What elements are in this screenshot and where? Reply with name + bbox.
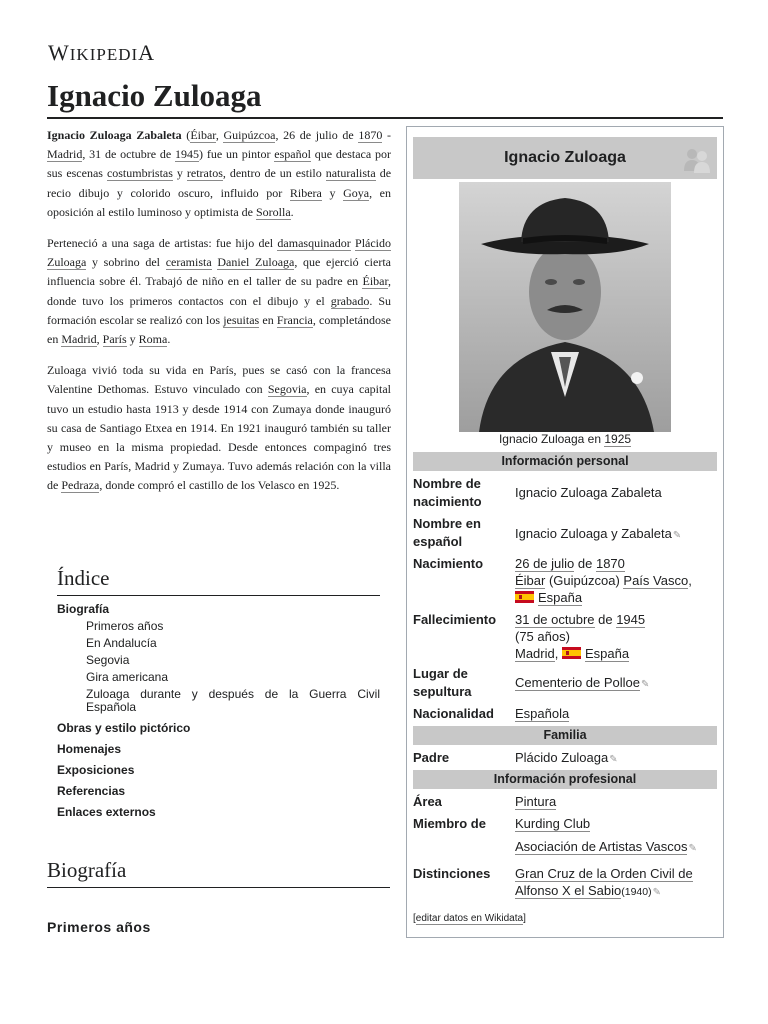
award-year: (1940) <box>621 886 652 898</box>
text: ) fue un pintor <box>199 147 275 162</box>
member-line-1 <box>515 815 717 832</box>
link-daniel-zuloaga[interactable]: Daniel Zuloaga <box>217 255 295 270</box>
text: ( <box>181 128 191 142</box>
link-sorolla[interactable]: Sorolla <box>256 204 291 219</box>
link-1945[interactable]: 1945 <box>175 147 200 162</box>
text: y <box>321 185 344 200</box>
caption-text: Ignacio Zuloaga en <box>498 432 605 446</box>
people-icon <box>683 145 711 173</box>
text: , <box>554 646 559 661</box>
link-asociacion-artistas[interactable]: Asociación de Artistas Vascos <box>515 839 688 854</box>
link-madrid-box[interactable]: Madrid <box>515 646 555 661</box>
link-wikidata[interactable]: editar datos en Wikidata <box>415 913 524 924</box>
link-ribera[interactable]: Ribera <box>289 185 322 200</box>
link-segovia[interactable]: Segovia <box>267 382 307 397</box>
wordmark-middle: IKIPEDI <box>69 45 139 64</box>
link-espanola[interactable]: Española <box>515 706 570 721</box>
text: , donde tuvo los primeros contactos con el dibujo y el <box>47 274 391 308</box>
text: [ <box>413 913 416 924</box>
pencil-icon[interactable]: ✎ <box>688 843 697 854</box>
link-madrid-2[interactable]: Madrid <box>61 332 97 347</box>
text: y sobrino del <box>86 255 166 270</box>
portrait-photo[interactable] <box>459 182 671 432</box>
page-title: Ignacio Zuloaga <box>47 78 262 113</box>
death-place-line <box>515 645 717 662</box>
subsection-heading: Primeros años <box>47 919 151 935</box>
text: , 26 de julio de <box>275 128 359 142</box>
value <box>515 705 717 722</box>
table-of-contents <box>57 566 380 819</box>
value-text: Plácido Zuloaga <box>515 750 609 765</box>
label: Miembro de <box>413 816 486 831</box>
title-divider <box>47 117 723 119</box>
value: Ignacio Zuloaga Zabaleta <box>515 485 662 500</box>
link-pedraza[interactable]: Pedraza <box>61 478 100 493</box>
link-espana-2[interactable]: España <box>585 646 630 661</box>
death-date-line <box>515 611 717 628</box>
link-ceramista[interactable]: ceramista <box>165 255 212 270</box>
toc-item-exposiciones[interactable]: Exposiciones <box>57 763 135 777</box>
birth-country-line <box>515 589 717 606</box>
text: - <box>382 128 392 142</box>
link-guipuzcoa[interactable]: Guipúzcoa <box>223 128 276 142</box>
label: Nacimiento <box>413 556 484 571</box>
text: , completándose en <box>47 312 391 347</box>
link-eibar[interactable]: Éibar <box>190 128 216 142</box>
section-biografia <box>47 858 390 888</box>
wikidata-edit-link <box>413 913 526 924</box>
spain-flag-icon <box>515 591 534 603</box>
photo-caption <box>407 432 723 446</box>
value <box>515 525 717 544</box>
link-gran-cruz[interactable]: Gran Cruz de la Orden Civil de Alfonso X el Sabio <box>515 866 693 898</box>
pencil-icon[interactable]: ✎ <box>672 530 682 541</box>
value <box>515 611 717 662</box>
label: Padre <box>413 750 450 765</box>
lead-paragraph-3 <box>47 361 391 495</box>
link-eibar-box[interactable]: Éibar <box>515 573 546 588</box>
link-1870[interactable]: 1870 <box>358 128 383 142</box>
band-personal: Información personal <box>413 452 717 471</box>
link-paris[interactable]: París <box>102 332 127 347</box>
pencil-icon[interactable]: ✎ <box>641 679 650 690</box>
toc-item-gira-americana[interactable]: Gira americana <box>86 670 169 684</box>
value <box>515 815 717 857</box>
text: , que ejerció cierta influencia sobre él. Trabajó de niño en el taller de su padre en <box>47 255 391 289</box>
subject-name: Ignacio Zuloaga Zabaleta <box>47 128 182 142</box>
text: , en oposición al estilo luminoso y optimista de <box>47 185 392 219</box>
text: , 31 de octubre de <box>82 147 176 162</box>
link-kurding-club[interactable]: Kurding Club <box>515 816 591 831</box>
text: de <box>594 612 617 627</box>
text: en <box>259 312 277 327</box>
band-professional: Información profesional <box>413 770 717 789</box>
wordmark-initial: W <box>48 40 70 65</box>
toc-item-primeros-anos[interactable]: Primeros años <box>86 619 164 633</box>
link-naturalista[interactable]: naturalista <box>325 166 376 181</box>
label: Distinciones <box>413 866 491 881</box>
link-26-julio[interactable]: 26 de julio <box>515 556 575 571</box>
label: Lugar de sepultura <box>413 666 472 699</box>
link-cementerio-polloe[interactable]: Cementerio de Polloe <box>515 675 641 690</box>
toc-item-en-andalucia[interactable]: En Andalucía <box>86 636 157 650</box>
value <box>515 555 717 606</box>
toc-item-enlaces[interactable]: Enlaces externos <box>57 805 156 819</box>
death-age: (75 años) <box>515 629 570 644</box>
value-text: Ignacio Zuloaga y Zabaleta <box>515 526 672 541</box>
link-espana[interactable]: España <box>538 590 583 605</box>
lead-paragraph-2 <box>47 234 391 349</box>
link-1870-box[interactable]: 1870 <box>595 556 625 571</box>
link-placido-zuloaga[interactable]: Plácido Zuloaga <box>47 236 392 270</box>
text: ] <box>523 913 526 924</box>
toc-item-obras[interactable]: Obras y estilo pictórico <box>57 721 191 735</box>
text: , donde compró el castillo de los Velasco en 1925. <box>99 478 340 493</box>
link-1925[interactable]: 1925 <box>604 432 632 446</box>
text: , <box>215 128 224 142</box>
link-madrid[interactable]: Madrid <box>47 147 83 162</box>
toc-title: Índice <box>57 566 380 596</box>
toc-item-biografia[interactable] <box>57 602 380 714</box>
text: Perteneció a una saga de artistas: fue hijo del <box>47 236 278 251</box>
link-goya[interactable]: Goya <box>343 185 370 200</box>
pencil-icon[interactable]: ✎ <box>652 887 661 898</box>
birth-place-line <box>515 572 717 589</box>
text: que destaca por sus escenas <box>47 147 391 181</box>
link-pintura[interactable]: Pintura <box>515 794 557 809</box>
text: (Guipúzcoa) <box>545 573 624 588</box>
member-line-2 <box>515 838 717 857</box>
link-eibar-2[interactable]: Éibar <box>362 274 388 289</box>
link-costumbristas[interactable]: costumbristas <box>106 166 173 181</box>
text: de recio dibujo y colorido oscuro, influido por <box>47 166 392 200</box>
text: Zuloaga vivió toda su vida en París, pues se casó con la francesa Valentine Dethomas. Estuvo vinculado con <box>47 363 391 397</box>
text: . <box>290 204 294 219</box>
toc-item-referencias[interactable]: Referencias <box>57 784 126 798</box>
toc-item-homenajes[interactable]: Homenajes <box>57 742 122 756</box>
text: , <box>688 573 692 588</box>
value <box>515 674 717 693</box>
value <box>515 793 717 810</box>
value <box>515 749 717 768</box>
lead-paragraph-1 <box>47 126 391 222</box>
label: Nombre en español <box>413 516 481 549</box>
text: . Su formación escolar se realizó con los <box>47 293 391 327</box>
link-retratos[interactable]: retratos <box>186 166 223 181</box>
text: , <box>96 332 103 347</box>
infobox-title-text: Ignacio Zuloaga <box>504 149 626 166</box>
text: , en cuya capital tuvo un estudio hasta 1913 y desde 1914 con Zumaya donde inauguró su casa de Santiago Etxea en 1914. En 1921 inauguró también su taller y museo en la misma propiedad. Desde entonces compaginó tres estudios en París, Madrid y Zumaya. Tuvo además relación con la villa de <box>47 382 392 493</box>
birth-date-line <box>515 555 717 572</box>
link-grabado[interactable]: grabado <box>330 293 370 308</box>
link-31-octubre[interactable]: 31 de octubre <box>515 612 595 627</box>
infobox <box>406 126 724 938</box>
text: , dentro de un estilo <box>222 166 326 181</box>
text: . <box>167 332 171 347</box>
spain-flag-icon <box>562 647 581 659</box>
value <box>515 865 717 901</box>
pencil-icon[interactable]: ✎ <box>609 754 618 765</box>
link-francia[interactable]: Francia <box>276 312 313 327</box>
toc-item-segovia[interactable]: Segovia <box>86 653 130 667</box>
section-heading: Biografía <box>47 858 390 888</box>
toc-label: Biografía <box>57 602 110 616</box>
text: de <box>574 556 596 571</box>
label: Fallecimiento <box>413 612 497 627</box>
toc-item-guerra-civil[interactable]: Zuloaga durante y después de la Guerra Civil Española <box>86 687 380 714</box>
band-family: Familia <box>413 726 717 745</box>
text: y <box>172 166 187 181</box>
label: Área <box>413 794 442 809</box>
link-pais-vasco[interactable]: País Vasco <box>623 573 689 588</box>
lead-section <box>47 126 391 508</box>
link-damasquinador[interactable]: damasquinador <box>277 236 351 251</box>
label: Nombre de nacimiento <box>413 476 482 509</box>
label: Nacionalidad <box>413 706 494 721</box>
wordmark-final: A <box>138 40 156 65</box>
link-jesuitas[interactable]: jesuitas <box>223 312 260 327</box>
link-1945-box[interactable]: 1945 <box>616 612 646 627</box>
wikipedia-wordmark[interactable] <box>48 40 155 66</box>
link-espanol[interactable]: español <box>274 147 311 162</box>
link-roma[interactable]: Roma <box>138 332 168 347</box>
infobox-title <box>413 137 717 179</box>
text: y <box>126 332 139 347</box>
